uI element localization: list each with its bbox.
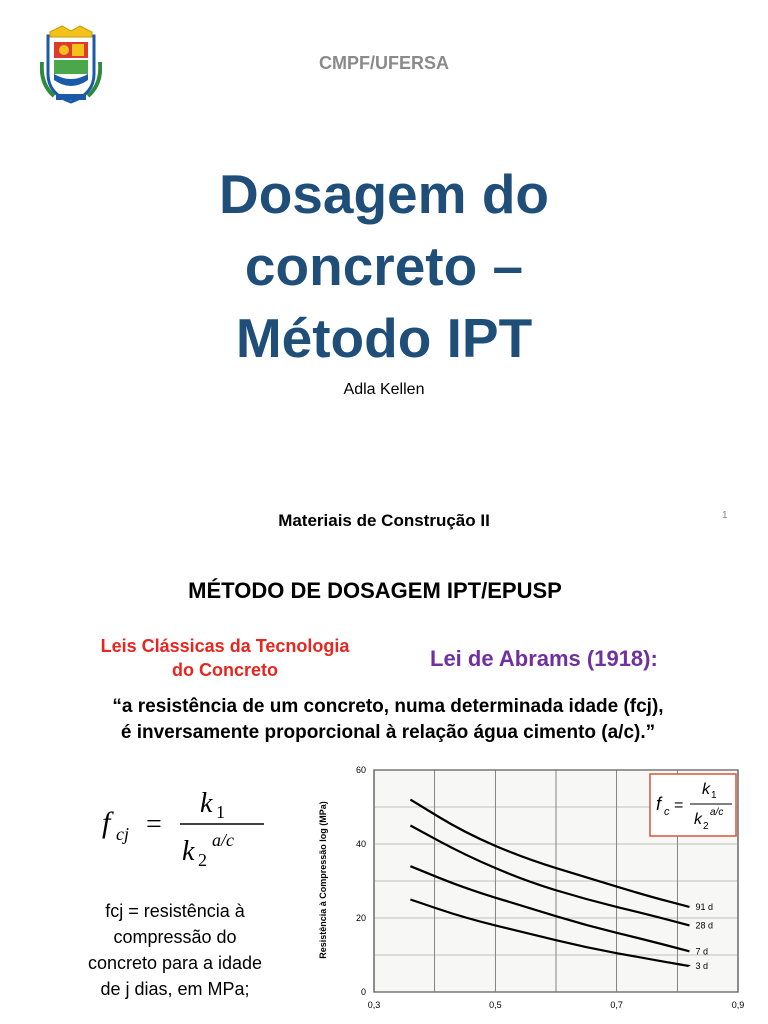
definition-line: compressão do xyxy=(113,927,237,947)
x-tick-label: 0,7 xyxy=(610,1000,623,1010)
formula-lhs-sub: cj xyxy=(116,824,129,844)
series-label: 7 d xyxy=(695,946,708,957)
inset-lhs: f xyxy=(656,794,662,814)
inset-equals: = xyxy=(674,797,684,814)
formula-lhs: f xyxy=(102,806,111,839)
y-tick-label: 0 xyxy=(360,987,366,997)
y-axis-label: Resistência à Compressão log (MPa) xyxy=(318,801,328,959)
formula-numerator-sub: 1 xyxy=(216,802,225,822)
organization-header: CMPF/UFERSA xyxy=(319,53,449,73)
inset-formula-border xyxy=(650,774,736,836)
slide-heading: MÉTODO DE DOSAGEM IPT/EPUSP xyxy=(188,578,562,603)
content-slide xyxy=(0,548,768,1024)
y-tick-label: 40 xyxy=(355,839,366,849)
y-tick-label: 20 xyxy=(355,913,366,923)
title-line: concreto – xyxy=(244,235,524,297)
series-label: 91 d xyxy=(695,901,713,912)
definition-line: concreto para a idade xyxy=(87,953,263,973)
author-name: Adla Kellen xyxy=(343,381,425,398)
inset-numerator: k xyxy=(702,781,710,798)
inset-formula-box xyxy=(650,774,736,836)
abrams-law-heading: Lei de Abrams (1918): xyxy=(430,646,658,671)
formula-denominator: k xyxy=(182,836,195,867)
inset-denominator: k xyxy=(694,811,702,828)
series-label: 3 d xyxy=(695,961,708,972)
laws-line: do Concreto xyxy=(172,660,278,680)
x-tick-label: 0,5 xyxy=(489,1000,502,1010)
inset-denominator-sup: a/c xyxy=(710,807,724,818)
quote-line: “a resistência de um concreto, numa determinada idade (fcj), xyxy=(112,696,664,717)
inset-lhs-sub: c xyxy=(664,806,670,818)
presentation-title xyxy=(0,158,768,374)
laws-subtitle xyxy=(60,634,390,682)
inset-denominator-sub: 2 xyxy=(703,821,709,832)
quote-line: é inversamente proporcional à relação água cimento (a/c).” xyxy=(120,722,656,743)
definition-line: de j dias, em MPa; xyxy=(100,979,250,999)
page-number: 1 xyxy=(722,510,728,521)
x-tick-label: 0,3 xyxy=(367,1000,381,1010)
course-name: Materiais de Construção II xyxy=(278,511,490,530)
x-tick-label: 0,9 xyxy=(731,1000,745,1010)
abrams-formula xyxy=(100,780,270,870)
formula-numerator: k xyxy=(200,788,213,819)
y-tick-label: 60 xyxy=(355,765,366,775)
inset-numerator-sub: 1 xyxy=(711,790,717,801)
formula-denominator-sub: 2 xyxy=(198,850,207,870)
formula-denominator-sup: a/c xyxy=(212,830,234,850)
fcj-definition xyxy=(60,898,290,1002)
chart-svg xyxy=(312,762,752,1024)
title-line: Método IPT xyxy=(235,307,533,369)
formula-equals: = xyxy=(146,809,162,840)
title-line: Dosagem do xyxy=(218,163,550,225)
abrams-curve-chart xyxy=(312,762,752,1024)
laws-line: Leis Clássicas da Tecnologia xyxy=(100,636,350,656)
definition-line: fcj = resistência à xyxy=(105,901,245,921)
series-label: 28 d xyxy=(695,920,713,931)
abrams-quote xyxy=(0,694,768,746)
